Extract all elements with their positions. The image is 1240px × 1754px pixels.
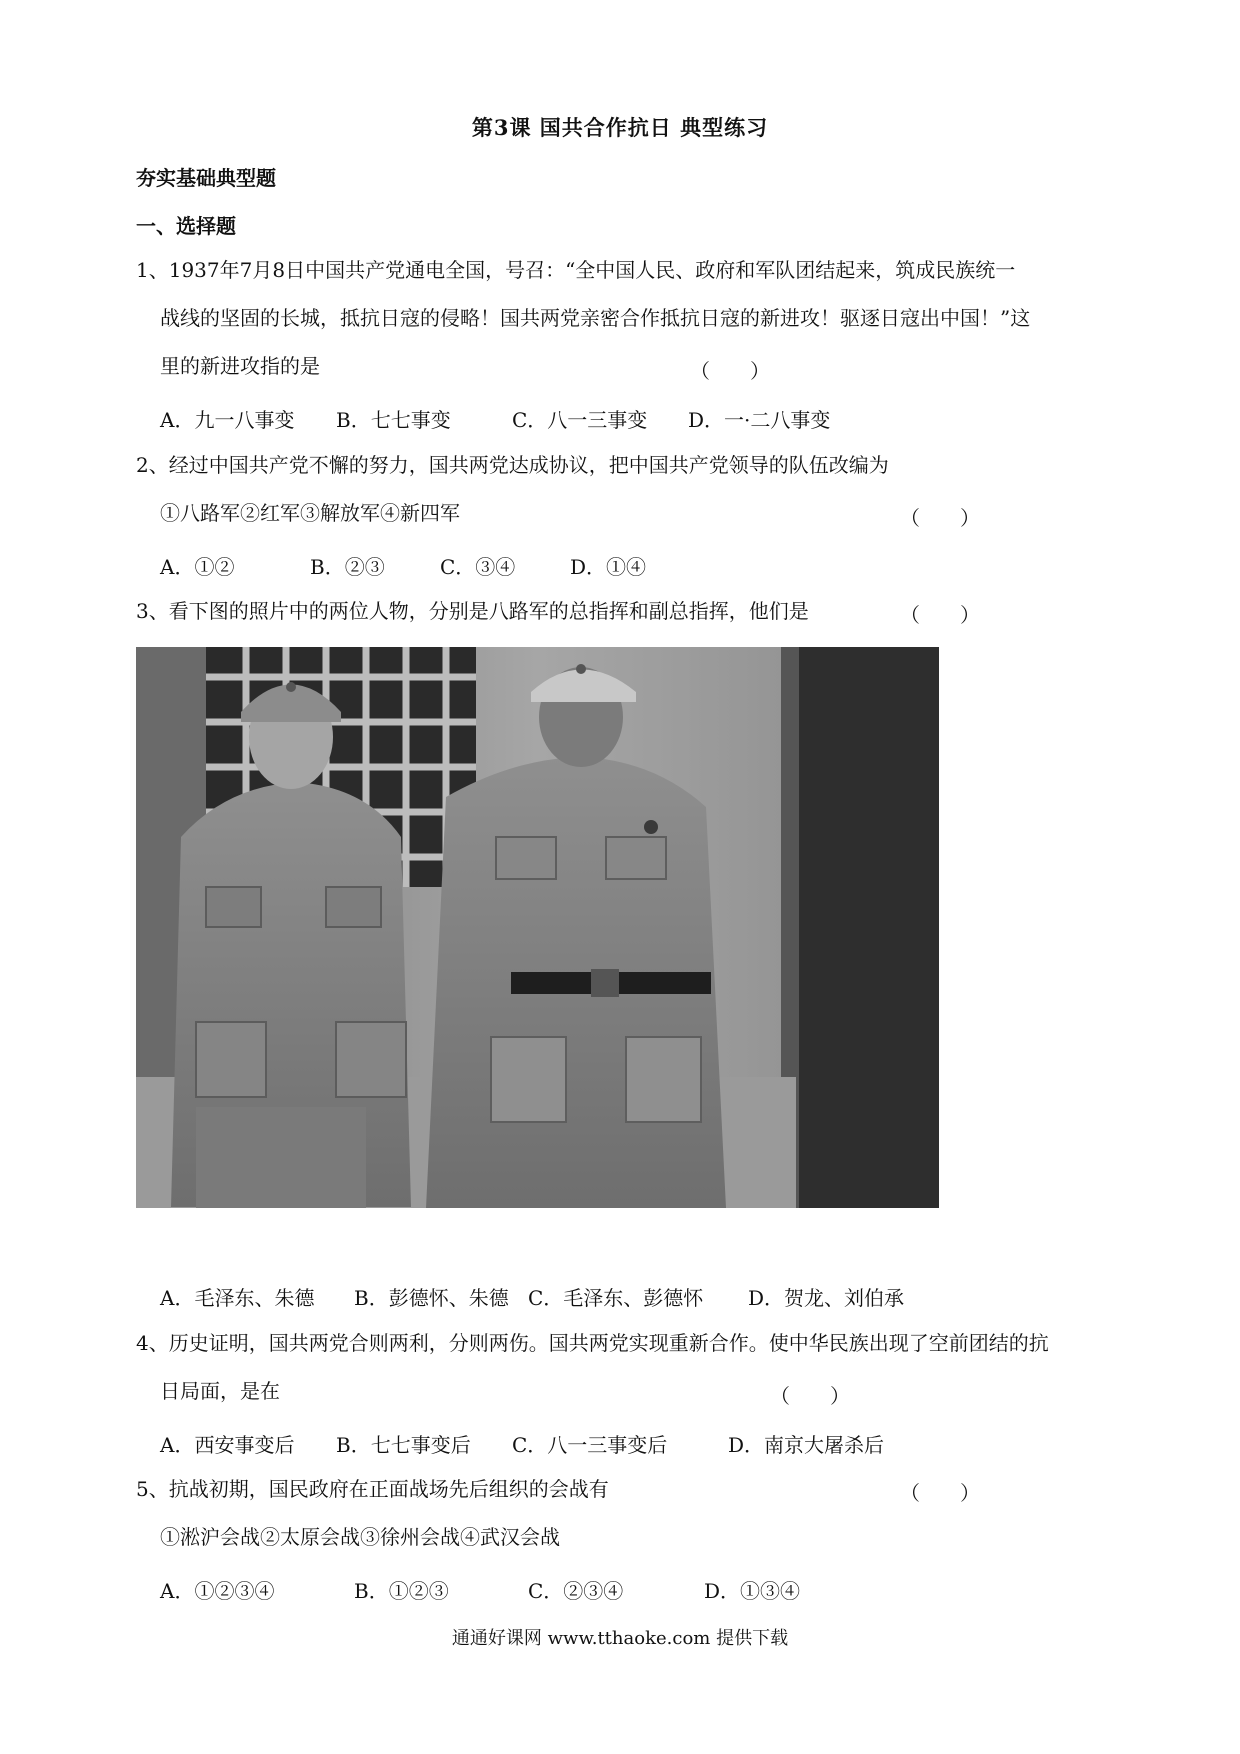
option-a: A．①② — [160, 555, 235, 579]
question-4 — [136, 1319, 1126, 1415]
option-c: C．八一三事变 — [512, 408, 648, 432]
option-a: A．九一八事变 — [160, 408, 295, 432]
question-4-line-2: 日局面，是在 — [160, 1379, 280, 1403]
option-d: D．一·二八事变 — [688, 408, 831, 432]
question-1-line-1: 1、1937年7月8日中国共产党通电全国，号召：“全中国人民、政府和军队团结起来，筑成民族统一 — [136, 258, 1016, 282]
page-title: 第3课 国共合作抗日 典型练习 — [471, 115, 769, 140]
question-1-answer-blank: （ ） — [690, 359, 770, 383]
option-d: D．①④ — [570, 555, 647, 579]
historical-photo — [136, 647, 939, 1208]
option-b: B．七七事变后 — [336, 1433, 471, 1457]
option-c: C．八一三事变后 — [512, 1433, 668, 1457]
subsection-heading: 一、选择题 — [136, 214, 236, 238]
option-d: D．贺龙、刘伯承 — [748, 1286, 905, 1310]
question-2-line-2: ①八路军②红军③解放军④新四军 — [160, 501, 460, 525]
option-d: D．①③④ — [704, 1579, 801, 1603]
question-3-line-1: 3、看下图的照片中的两位人物，分别是八路军的总指挥和副总指挥，他们是 — [136, 599, 809, 623]
question-5-line-2: ①淞沪会战②太原会战③徐州会战④武汉会战 — [160, 1525, 560, 1549]
photo-illustration — [136, 647, 939, 1208]
question-1 — [136, 246, 1126, 390]
question-5-answer-blank: （ ） — [900, 1481, 980, 1505]
question-3-answer-blank: （ ） — [900, 603, 980, 627]
option-b: B．彭德怀、朱德 — [354, 1286, 509, 1310]
question-2-options — [160, 551, 646, 580]
section-heading: 夯实基础典型题 — [136, 166, 276, 190]
option-c: C．毛泽东、彭德怀 — [528, 1286, 704, 1310]
option-a: A．毛泽东、朱德 — [160, 1286, 315, 1310]
question-4-answer-blank: （ ） — [770, 1384, 850, 1408]
question-1-line-3: 里的新进攻指的是 — [160, 354, 320, 378]
option-c: C．②③④ — [528, 1579, 624, 1603]
question-2-answer-blank: （ ） — [900, 506, 980, 530]
question-2-line-1: 2、经过中国共产党不懈的努力，国共两党达成协议，把中国共产党领导的队伍改编为 — [136, 453, 889, 477]
question-4-line-1: 4、历史证明，国共两党合则两利，分则两伤。国共两党实现重新合作。使中华民族出现了空前团结的抗 — [136, 1331, 1049, 1355]
question-1-options — [160, 404, 830, 433]
question-3-options — [160, 1282, 904, 1311]
page-footer: 通通好课网 www.tthaoke.com 提供下载 — [451, 1628, 789, 1649]
option-d: D．南京大屠杀后 — [728, 1433, 885, 1457]
question-5-line-1: 5、抗战初期，国民政府在正面战场先后组织的会战有 — [136, 1477, 609, 1501]
question-4-options — [160, 1429, 884, 1458]
option-b: B．①②③ — [354, 1579, 449, 1603]
option-a: A．西安事变后 — [160, 1433, 295, 1457]
question-1-line-2: 战线的坚固的长城，抵抗日寇的侵略！国共两党亲密合作抵抗日寇的新进攻！驱逐日寇出中国！”这 — [160, 306, 1031, 330]
option-c: C．③④ — [440, 555, 516, 579]
option-a: A．①②③④ — [160, 1579, 275, 1603]
option-b: B．七七事变 — [336, 408, 451, 432]
option-b: B．②③ — [310, 555, 385, 579]
question-5-options — [160, 1575, 800, 1604]
